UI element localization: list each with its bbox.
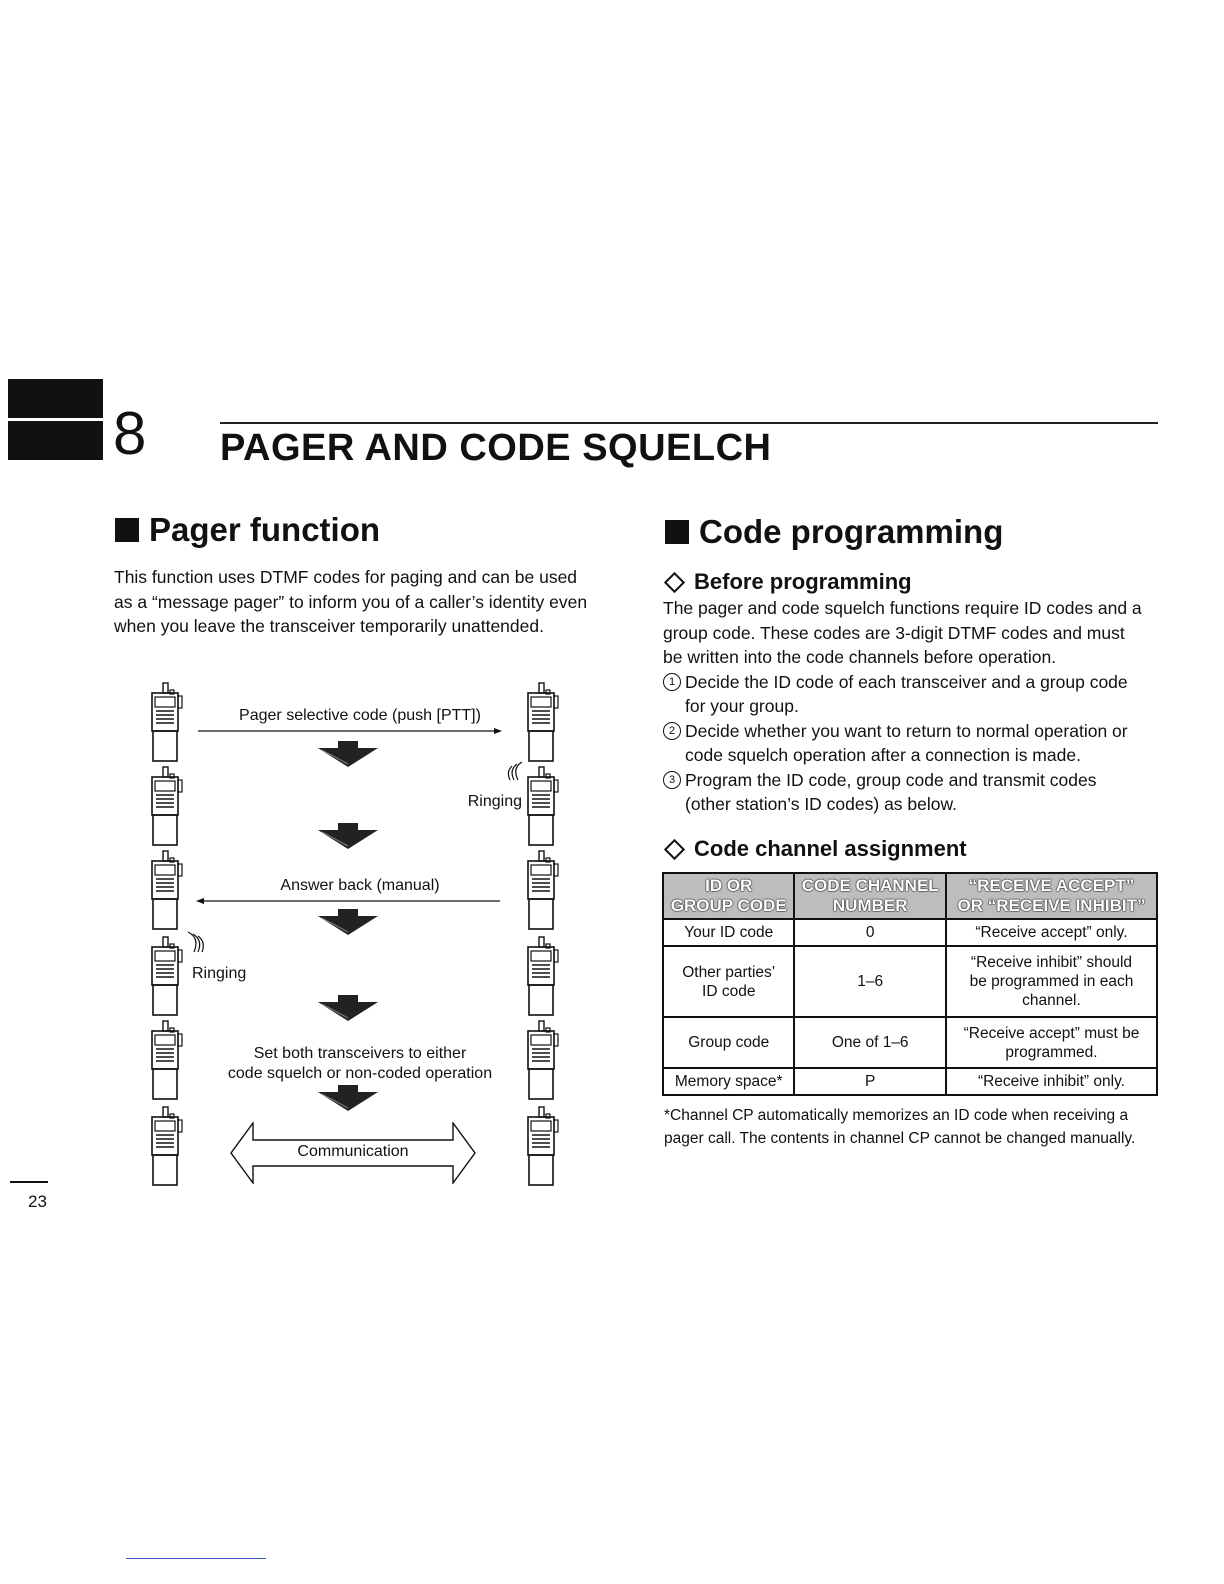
table-cell — [794, 1068, 945, 1095]
header-line: ID OR — [705, 876, 753, 895]
down-arrow-icon — [316, 740, 380, 768]
cell-line: Other parties’ — [682, 963, 776, 981]
transceiver-right-icon — [526, 682, 560, 764]
step6-label: Communication — [297, 1143, 409, 1160]
table-header-row — [663, 873, 1157, 919]
circled-number: 3 — [663, 771, 681, 789]
table-cell — [663, 1068, 794, 1095]
chapter-tab-block-bottom — [8, 421, 103, 460]
step2-label: Ringing — [467, 793, 522, 810]
cell-line: 1–6 — [857, 973, 884, 990]
table-row — [663, 1068, 1157, 1095]
pager-intro-line: when you leave the transceiver temporarily unattended. — [114, 616, 544, 636]
code-channel-assignment-heading-text: Code channel assignment — [694, 836, 967, 861]
step-item — [663, 719, 1163, 768]
pager-function-heading — [115, 510, 380, 550]
transceiver-right-icon — [526, 1020, 560, 1102]
code-channel-assignment-heading — [662, 835, 967, 863]
pager-intro — [114, 565, 624, 639]
table-cell — [794, 946, 945, 1017]
cell-line: programmed. — [1005, 1043, 1098, 1061]
down-arrow-icon — [316, 822, 380, 850]
cell-line: Memory space* — [674, 1073, 783, 1090]
table-row — [663, 919, 1157, 946]
circled-number: 1 — [663, 673, 681, 691]
transceiver-left-icon — [150, 1020, 184, 1102]
table-header-cell — [663, 873, 794, 919]
cell-line: Your ID code — [684, 924, 774, 941]
header-line: GROUP CODE — [670, 896, 787, 915]
step-line: Program the ID code, group code and transmit codes — [685, 769, 1097, 790]
table-row — [663, 946, 1157, 1017]
before-programming-text — [663, 596, 1163, 817]
step-line: for your group. — [685, 696, 799, 716]
transceiver-left-icon — [150, 936, 184, 1018]
chapter-title: PAGER AND CODE SQUELCH — [220, 427, 772, 469]
cell-line: P — [865, 1073, 876, 1090]
left-arrow-icon — [196, 896, 500, 906]
step-item — [663, 768, 1163, 817]
table-header-cell — [946, 873, 1157, 919]
table-cell — [663, 1017, 794, 1068]
transceiver-right-icon — [526, 766, 560, 848]
pager-intro-line: as a “message pager” to inform you of a caller’s identity even — [114, 591, 588, 612]
code-programming-heading-text: Code programming — [699, 513, 1004, 550]
step1-label: Pager selective code (push [PTT]) — [239, 707, 481, 724]
table-cell — [946, 1068, 1157, 1095]
cell-line: be programmed in each — [969, 973, 1134, 990]
right-arrow-icon — [198, 726, 502, 736]
table-cell — [946, 919, 1157, 946]
step4-label: Ringing — [192, 965, 247, 982]
transceiver-left-icon — [150, 1106, 184, 1188]
diamond-bullet-icon — [664, 838, 685, 859]
bottom-rule — [126, 1558, 266, 1559]
table-cell — [794, 919, 945, 946]
pager-function-heading-text: Pager function — [149, 511, 381, 548]
table-cell — [663, 946, 794, 1017]
step3-label: Answer back (manual) — [280, 877, 440, 894]
table-cell — [663, 919, 794, 946]
before-programming-heading — [662, 568, 912, 596]
before-line: be written into the code channels before operation. — [663, 647, 1057, 667]
down-arrow-icon — [316, 994, 380, 1022]
cell-line: Group code — [688, 1034, 770, 1051]
cell-line: channel. — [1022, 992, 1081, 1009]
step5-label-line: code squelch or non-coded operation — [227, 1065, 493, 1082]
footnote-line: pager call. The contents in channel CP cannot be changed manually. — [664, 1130, 1136, 1147]
table-cell — [794, 1017, 945, 1068]
cell-line: “Receive inhibit” only. — [977, 1073, 1125, 1090]
step-line: Decide the ID code of each transceiver and a group code — [685, 671, 1128, 692]
step-line: (other station’s ID codes) as below. — [685, 794, 958, 814]
before-line: The pager and code squelch functions require ID codes and a — [663, 598, 1142, 618]
header-line: CODE CHANNEL — [801, 876, 939, 895]
table-cell — [946, 946, 1157, 1017]
diamond-bullet-icon — [664, 571, 685, 592]
transceiver-left-icon — [150, 766, 184, 848]
cell-line: “Receive accept” only. — [975, 924, 1128, 941]
ringing-waves-icon — [500, 758, 528, 784]
header-line: “RECEIVE ACCEPT” — [968, 876, 1135, 895]
header-line: NUMBER — [832, 896, 908, 915]
cell-line: “Receive inhibit” should — [970, 954, 1133, 971]
transceiver-left-icon — [150, 850, 184, 932]
header-line: OR “RECEIVE INHIBIT” — [957, 896, 1146, 915]
square-bullet-icon — [115, 518, 139, 542]
pager-intro-line: This function uses DTMF codes for paging and can be used — [114, 567, 578, 587]
title-rule — [220, 422, 1158, 424]
pager-diagram — [140, 670, 580, 1190]
cell-line: ID code — [702, 982, 756, 1000]
step-line: code squelch operation after a connection is made. — [685, 745, 1081, 765]
code-programming-heading — [665, 512, 1003, 552]
table-header-cell — [794, 873, 945, 919]
footnote-line: *Channel CP automatically memorizes an ID code when receiving a — [664, 1107, 1129, 1124]
chapter-tab-block-top — [8, 379, 103, 418]
down-arrow-icon — [316, 1084, 380, 1112]
before-line: group code. These codes are 3-digit DTMF codes and must — [663, 622, 1125, 643]
cell-line: 0 — [865, 924, 875, 941]
transceiver-right-icon — [526, 1106, 560, 1188]
transceiver-left-icon — [150, 682, 184, 764]
code-channel-table — [662, 872, 1158, 1096]
before-programming-heading-text: Before programming — [694, 569, 912, 594]
ringing-waves-icon — [180, 928, 210, 956]
square-bullet-icon — [665, 520, 689, 544]
page-number-rule — [10, 1181, 48, 1183]
chapter-number: 8 — [113, 400, 147, 467]
page-number: 23 — [28, 1192, 47, 1211]
table-cell — [946, 1017, 1157, 1068]
table-row — [663, 1017, 1157, 1068]
transceiver-right-icon — [526, 936, 560, 1018]
step5-label-line: Set both transceivers to either — [253, 1045, 467, 1062]
cell-line: One of 1–6 — [831, 1034, 909, 1051]
table-footnote — [664, 1104, 1164, 1150]
step-line: Decide whether you want to return to normal operation or — [685, 720, 1128, 741]
step5-label — [200, 1044, 520, 1084]
down-arrow-icon — [316, 908, 380, 936]
transceiver-right-icon — [526, 850, 560, 932]
cell-line: “Receive accept” must be — [963, 1024, 1140, 1042]
circled-number: 2 — [663, 722, 681, 740]
step-item — [663, 670, 1163, 719]
